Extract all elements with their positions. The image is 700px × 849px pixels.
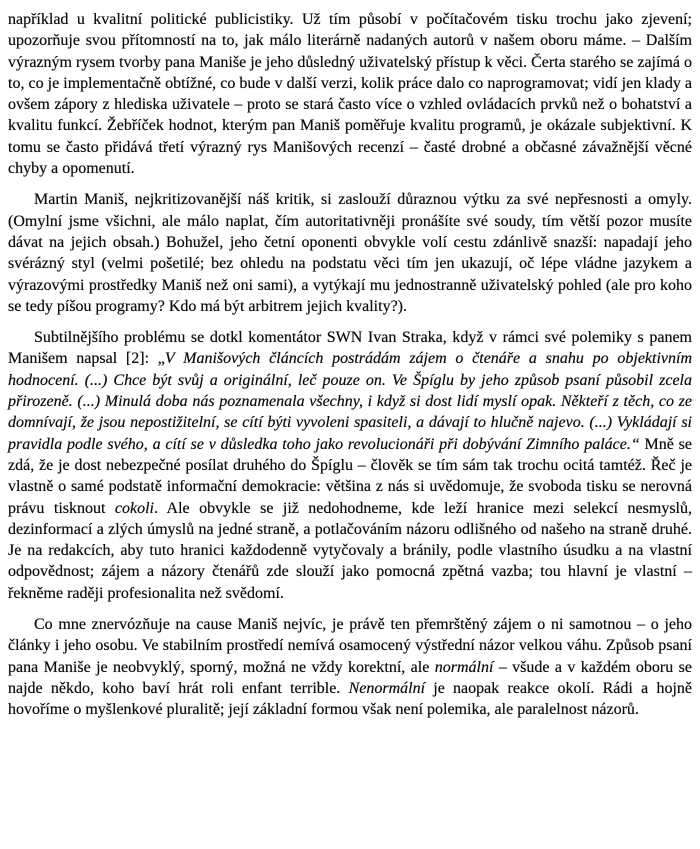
paragraph-4 [8,614,692,720]
emphasis-segment: normální [434,658,494,676]
paragraph-1 [8,9,692,179]
text-segment: Co mne znervózňuje na cause Maniš nejvíc, je právě ten přemrštěný zájem o ni samotnou – o jeho články i jeho osobu. Ve stabilním prostředí nemívá osamocený výstřední názor velkou váhu. Způsob psaní pana Maniše je neobvyklý, sporný, možná ne vždy korektní, ale [8,616,692,676]
emphasis-segment: cokoli [114,499,154,517]
emphasis-segment: Nenormální [348,679,426,697]
text-segment: Martin Maniš, nejkritizovanější náš kritik, si zaslouží důraznou výtku za své nepřesnosti a omyly. (Omylní jsme všichni, ale málo naplat, čím autoritativněji pronášíte své soudy, tím větší pozor musíte dávat na jejich obsah.) Bohužel, jeho četní oponenti obvykle volí cestu zdánlivě snazší: napadají jeho svérázný styl (velmi pošetilé; bez ohledu na podstatu věci tím jen ukazují, oč lépe vládne jazykem a výrazovými prostředky Maniš než oni sami), a vytýkají mu jednostranně uživatelský pohled (ale pro koho se tedy píšou programy? Kdo má být arbitrem jejich kvality?). [8,191,692,315]
text-segment: – všude a v každém oboru se najde někdo, koho baví hrát roli enfant terrible. [8,658,692,697]
text-segment: Subtilnějšího problému se dotkl komentátor SWN Ivan Straka, když v rámci své polemiky s panem Manišem napsal [2]: „ [8,329,692,368]
paragraph-3 [8,327,692,604]
text-segment: například u kvalitní politické publicistiky. Už tím působí v počítačovém tisku trochu jako zjevení; upozorňuje svou přítomností na to, jak málo literárně nadaných autorů v našem oboru máme. – Dalším výrazným rysem tvorby pana Maniše je jeho důsledný uživatelský přístup k věci. Čerta starého se zajímá o to, co je implementačně obtížné, co bude v další verzi, kolik práce dalo co naprogramovat; vidí jen klady a ovšem zápory z hlediska uživatele – proto se stará často více o vzhled ovládacích prvků než o bohatství a kvalitu funkcí. Žebříček hodnot, kterým pan Maniš poměřuje kvalitu programů, je okázale subjektivní. K tomu se často přidává třetí výrazný rys Manišových recenzí – časté drobné a občasné závažnější věcné chyby a opomenutí. [8,11,692,178]
text-segment: je naopak reakce okolí. Rádi a hojně hovoříme o myšlenkové pluralitě; její základní formou však není polemika, ale paralelnost názorů. [8,679,693,719]
paragraph-2 [8,189,692,317]
quoted-italic-segment: V Manišových článcích postrádám zájem o čtenáře a snahu po objektivním hodnocení. (...) Chce být svůj a originální, leč pouze on. Ve Špíglu by jeho způsob psaní působil zcela přirozeně. (...) Minulá doba nás poznamenala všechny, i když si dost lidí myslí opak. Někteří z těch, co ze domnívají, že jsou nepostižitelní, se cítí býti vyvoleni spasiteli, a dávají to hlučně najevo. (...) Vykládají si pravidla podle svého, a cítí se v důsledka toho jako revolucionáři při dobývání Zimního paláce.“ [8,350,693,453]
text-segment: . Ale obvykle se již nedohodneme, kde leží hranice mezi selekcí nesmyslů, dezinformací a zlých úmyslů na jedné straně, a potlačováním názoru odlišného od našeho na straně druhé. Je na redakcích, aby tuto hranici každodenně vytyčovaly a bránily, podle vlastního úsudku a na vlastní odpovědnost; zájem a názory čtenářů zde slouží jako pomocná zpětná vazba; tou hlavní je vlastní – řekněme raději profesionalita než svědomí. [8,499,692,602]
text-segment: Mně se zdá, že je dost nebezpečné posílat druhého do Špíglu – člověk se tím sám tak trochu ocitá tamtéž. Řeč je vlastně o samé podstatě informační demokracie: většina z nás si uvědomuje, že svoboda tisku se nerovná právu tisknout [8,435,693,517]
